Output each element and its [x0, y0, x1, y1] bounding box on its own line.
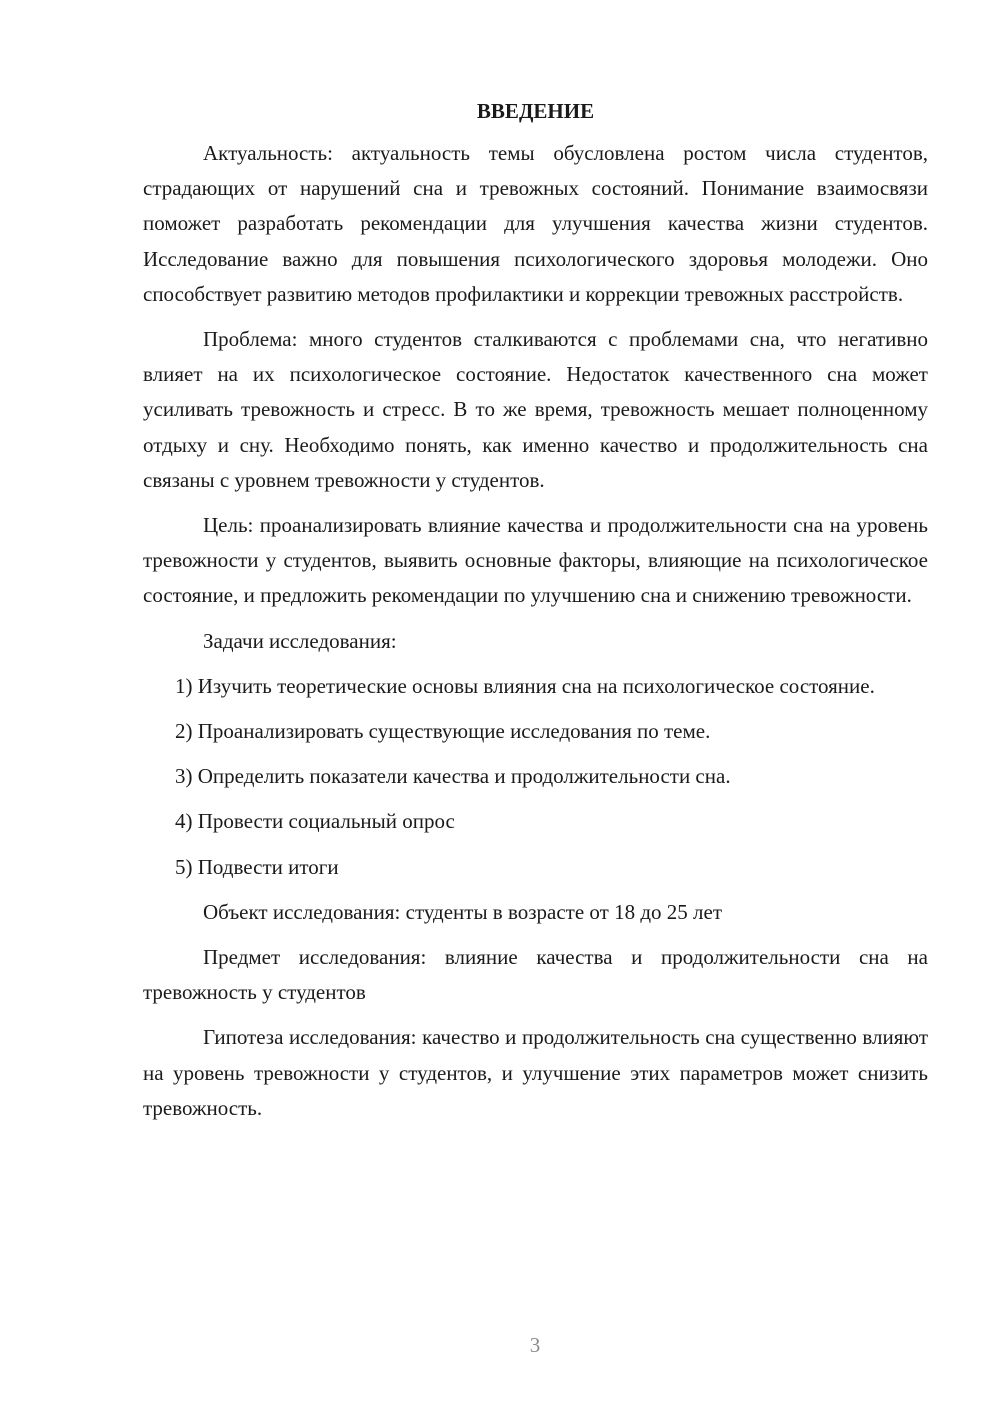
task-item-4: 4) Провести социальный опрос	[175, 809, 455, 834]
goal-paragraph: Цель: проанализировать влияние качества и продолжительности сна на уровень тревожности у студентов, выявить основные факторы, влияющие на психологическое состояние, и предложить рекомендации по улучшению сна и снижению тревожности.	[143, 513, 928, 608]
page-number: 3	[529, 1333, 541, 1357]
problem-paragraph: Проблема: много студентов сталкиваются с проблемами сна, что негативно влияет на их психологическое состояние. Недостаток качественного сна может усиливать тревожность и стресс. В то же время, тревожность мешает полноценному отдыху и сну. Необходимо понять, как именно качество и продолжительность сна связаны с уровнем тревожности у студентов.	[143, 327, 928, 492]
document-page	[143, 96, 928, 1136]
relevance-paragraph: Актуальность: актуальность темы обусловлена ростом числа студентов, страдающих от нарушений сна и тревожных состояний. Понимание взаимосвязи поможет разработать рекомендации для улучшения качества жизни студентов. Исследование важно для повышения психологического здоровья молодежи. Оно способствует развитию методов профилактики и коррекции тревожных расстройств.	[143, 141, 928, 306]
task-item-3: 3) Определить показатели качества и продолжительности сна.	[175, 764, 731, 789]
hypothesis-paragraph: Гипотеза исследования: качество и продолжительность сна существенно влияют на уровень тревожности у студентов, и улучшение этих параметров может снизить тревожность.	[143, 1025, 928, 1120]
page-title: ВВЕДЕНИЕ	[476, 99, 595, 123]
task-item-1: 1) Изучить теоретические основы влияния сна на психологическое состояние.	[175, 673, 875, 698]
object-paragraph: Объект исследования: студенты в возрасте от 18 до 25 лет	[203, 899, 722, 924]
task-item-2: 2) Проанализировать существующие исследования по теме.	[175, 719, 711, 744]
tasks-heading: Задачи исследования:	[203, 628, 397, 653]
task-item-5: 5) Подвести итоги	[175, 854, 339, 879]
subject-paragraph: Предмет исследования: влияние качества и продолжительности сна на тревожность у студентов	[143, 945, 928, 1005]
